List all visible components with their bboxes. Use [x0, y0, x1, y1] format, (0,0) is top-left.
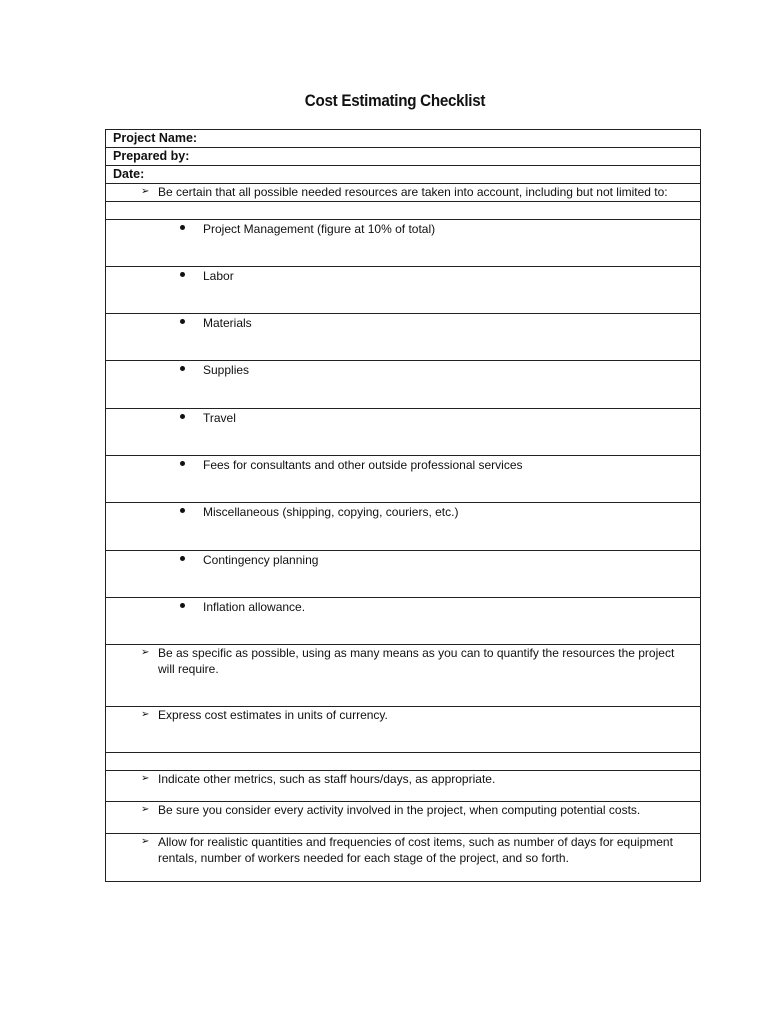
arrow-bullet-icon: ➢ — [141, 773, 150, 784]
bullet-icon — [180, 461, 185, 466]
guideline-text: Be as specific as possible, using as many means as you can to quantify the resources the project will require. — [158, 646, 675, 676]
intro-text: Be certain that all possible needed resources are taken into account, including but not limited to: — [158, 185, 668, 199]
project-name-row[interactable] — [106, 130, 700, 148]
arrow-bullet-icon: ➢ — [141, 709, 150, 720]
guideline-text: Indicate other metrics, such as staff hours/days, as appropriate. — [158, 772, 496, 786]
resource-item — [106, 267, 700, 314]
date-row[interactable] — [106, 166, 700, 184]
resource-text: Materials — [203, 316, 252, 330]
resource-text: Labor — [203, 269, 234, 283]
resource-item — [106, 598, 700, 645]
guideline-text: Express cost estimates in units of currency. — [158, 708, 388, 722]
guideline-item — [106, 771, 700, 802]
bullet-icon — [180, 556, 185, 561]
resource-item — [106, 456, 700, 503]
field-label: Prepared by: — [113, 149, 190, 163]
field-label: Project Name: — [113, 131, 198, 145]
resource-text: Fees for consultants and other outside professional services — [203, 458, 523, 472]
blank-row — [106, 753, 700, 771]
resource-item — [106, 409, 700, 456]
bullet-icon — [180, 414, 185, 419]
arrow-bullet-icon: ➢ — [141, 186, 150, 197]
resource-text: Contingency planning — [203, 553, 319, 567]
intro-item — [106, 184, 700, 202]
field-label: Date: — [113, 167, 145, 181]
bullet-icon — [180, 366, 185, 371]
bullet-icon — [180, 508, 185, 513]
prepared-by-row[interactable] — [106, 148, 700, 166]
guideline-text: Be sure you consider every activity involved in the project, when computing potential costs. — [158, 803, 641, 817]
resource-text: Project Management (figure at 10% of total) — [203, 222, 436, 236]
resource-text: Miscellaneous (shipping, copying, couriers, etc.) — [203, 505, 459, 519]
resource-item — [106, 361, 700, 409]
checklist-table — [105, 129, 701, 882]
guideline-text: Allow for realistic quantities and frequencies of cost items, such as number of days for equipment rentals, number of workers needed for each stage of the project, and so forth. — [158, 835, 673, 865]
bullet-icon — [180, 272, 185, 277]
resource-item — [106, 503, 700, 551]
resource-text: Travel — [203, 411, 236, 425]
bullet-icon — [180, 319, 185, 324]
bullet-icon — [180, 603, 185, 608]
arrow-bullet-icon: ➢ — [141, 836, 150, 847]
guideline-item — [106, 645, 700, 707]
page-title: Cost Estimating Checklist — [304, 92, 486, 110]
resource-item — [106, 220, 700, 267]
guideline-item — [106, 834, 700, 881]
guideline-item — [106, 707, 700, 753]
resource-text: Supplies — [203, 363, 250, 377]
resource-item — [106, 314, 700, 361]
arrow-bullet-icon: ➢ — [141, 647, 150, 658]
blank-row — [106, 202, 700, 220]
arrow-bullet-icon: ➢ — [141, 804, 150, 815]
resource-item — [106, 551, 700, 598]
bullet-icon — [180, 225, 185, 230]
resource-text: Inflation allowance. — [203, 600, 306, 614]
guideline-item — [106, 802, 700, 834]
